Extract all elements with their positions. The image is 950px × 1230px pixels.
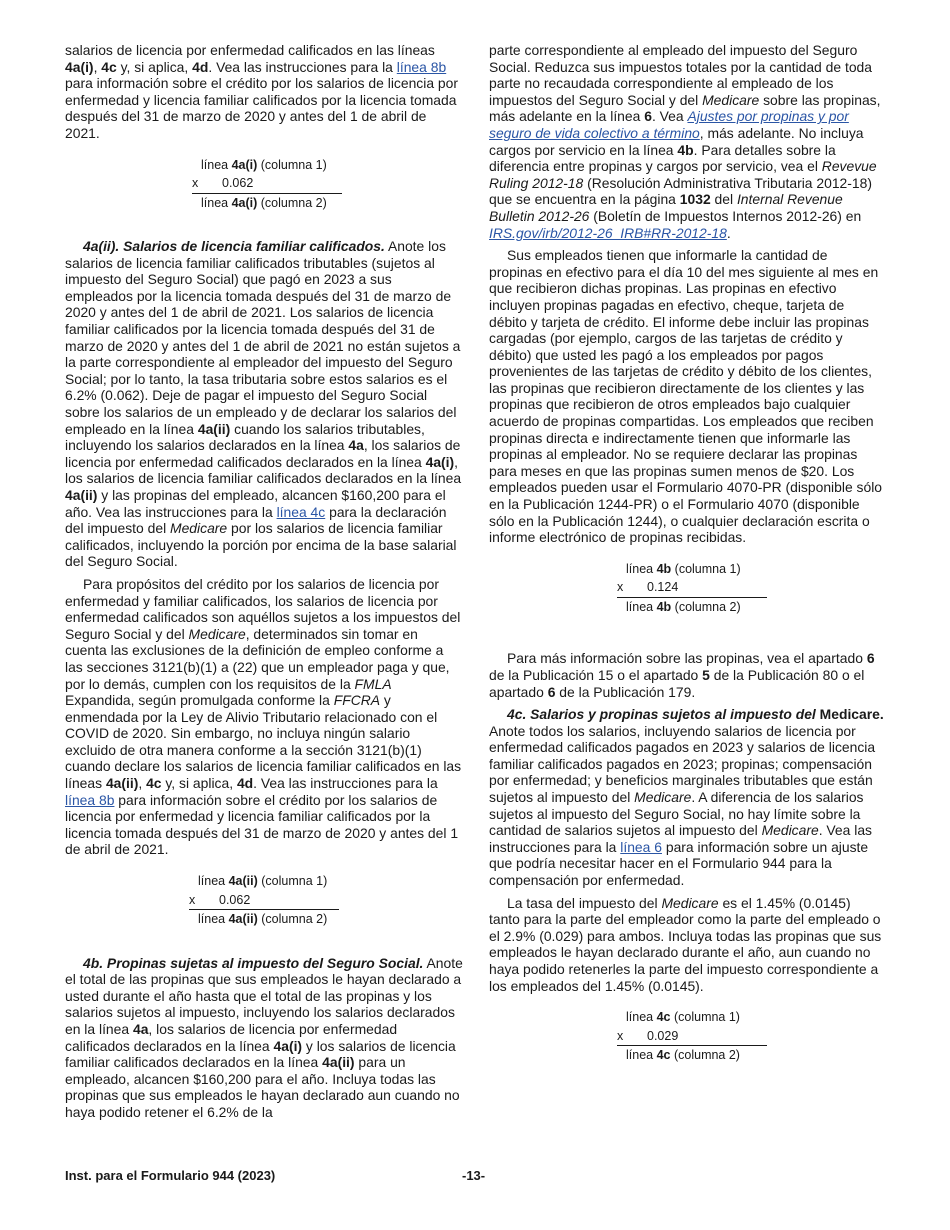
text-run: 4c xyxy=(101,58,117,75)
text-run: (Boletín de Impuestos Internos 2012-26) en xyxy=(589,207,862,224)
text-run: 5 xyxy=(702,666,710,683)
text-run: y los salarios de licencia familiar calificados declarados en la línea xyxy=(65,1037,456,1071)
text-run: para la declaración del impuesto del xyxy=(65,503,447,537)
column-label: (columna 1) xyxy=(257,874,328,889)
text-run: 4a(i) xyxy=(65,58,94,75)
text-run: 4a xyxy=(348,437,364,454)
text-run: FMLA xyxy=(354,675,392,692)
line-number: 4c xyxy=(656,1048,671,1063)
text-run: . Vea las instrucciones para la xyxy=(208,58,397,75)
text-run: Medicare xyxy=(634,789,692,806)
calculation-box xyxy=(617,1008,767,1065)
text-run: 4d xyxy=(192,58,209,75)
text-run: Anote todos los salarios, incluyendo salarios de licencia por enfermedad calificados pagados en 2023 y salarios de licencia familiar calificados pagados en 2023; propinas; compensación por enfermedad; y beneficios marginales tributables que están sujetos al impuesto del xyxy=(489,722,876,806)
text-run: 1032 xyxy=(679,191,711,208)
line-prefix: línea xyxy=(198,874,229,889)
multiplier-value: 0.062 xyxy=(222,176,254,191)
text-run: . Para detalles sobre la diferencia entre propinas y cargos por servicio, vea el xyxy=(489,141,836,175)
paragraph xyxy=(65,955,463,1121)
column-label: (columna 2) xyxy=(257,195,327,210)
text-run: es el 1.45% (0.0145) tanto para la parte del empleador como la parte del empleado o el 2.9% (0.029) para ambos. Incluya todas las propinas que sus empleados le hayan declarado durante el año, aun cuando no haya podido retenerles la parte del impuesto correspondiente a los empleados del 1.45% (0.0145). xyxy=(489,894,882,994)
paragraph xyxy=(489,895,884,995)
page-footer xyxy=(65,1168,885,1183)
text-run: . Vea las instrucciones para la xyxy=(489,822,873,855)
section-heading: 4a(ii). Salarios de licencia familiar calificados. xyxy=(83,238,385,255)
paragraph xyxy=(65,238,463,570)
text-run: de la Publicación 80 o el apartado xyxy=(489,666,865,700)
line-number: 4c xyxy=(656,1010,671,1025)
text-run: Medicare xyxy=(702,91,760,108)
text-run: , xyxy=(138,775,147,792)
line-number: 4a(i) xyxy=(231,157,258,172)
text-run: FFCRA xyxy=(333,692,381,709)
line-number: 4a(ii) xyxy=(228,874,258,889)
text-run: Medicare. xyxy=(819,706,884,723)
multiply-sign: x xyxy=(617,1028,624,1043)
text-run: Anote el total de las propinas que sus empleados le hayan declarado a usted durante el año hasta que el total de las propinas y los salarios sujetos al impuesto, incluyendo los salarios declarados en la línea xyxy=(65,954,463,1037)
left-column xyxy=(65,42,463,1126)
text-run: 4c xyxy=(146,775,162,792)
column-label: (columna 2) xyxy=(257,912,328,927)
text-run: 6 xyxy=(644,108,652,125)
text-run: 4a(ii) xyxy=(322,1054,355,1071)
text-run: 6 xyxy=(547,683,556,700)
text-run: 4a(ii) xyxy=(105,775,139,792)
multiplier-value: 0.029 xyxy=(647,1028,679,1043)
column-label: (columna 1) xyxy=(257,157,327,172)
text-run: . xyxy=(726,224,731,241)
page-number: -13- xyxy=(462,1168,486,1183)
footer-title: Inst. para el Formulario 944 (2023) xyxy=(65,1168,276,1183)
text-run: 4a(i) xyxy=(273,1037,303,1054)
text-run: 4a(i) xyxy=(425,453,455,470)
text-run: , los salarios de licencia familiar calificados declarados en la línea xyxy=(65,453,462,487)
text-run: Expandida, según promulgada conforme la xyxy=(65,692,334,709)
paragraph xyxy=(489,42,884,241)
text-run: , los salarios de licencia por enfermedad calificados declarados en la línea xyxy=(65,437,461,470)
text-run: . A diferencia de los salarios sujetos al impuesto del Seguro Social, no hay límite sobre la cantidad de salarios sujetos al impuesto del xyxy=(489,789,864,839)
text-run: 4d xyxy=(236,775,254,792)
multiplier-value: 0.124 xyxy=(647,580,679,595)
multiply-sign: x xyxy=(192,176,199,191)
text-run: Para más información sobre las propinas, vea el apartado xyxy=(507,650,867,667)
right-column xyxy=(489,42,884,1091)
line-prefix: línea xyxy=(626,1010,657,1025)
text-run: , más adelante. No incluya cargos por servicio en la línea xyxy=(489,124,864,158)
line-prefix: línea xyxy=(626,561,657,576)
text-run: Medicare xyxy=(170,520,228,537)
multiply-sign: x xyxy=(189,892,196,907)
text-run: del xyxy=(710,191,737,208)
text-run: Medicare xyxy=(661,894,719,911)
text-run: y, si aplica, xyxy=(116,58,193,75)
calculation-box xyxy=(617,560,767,617)
text-run: salarios de licencia por enfermedad calificados en las líneas xyxy=(65,42,435,58)
calculation-box xyxy=(189,872,339,929)
link[interactable]: línea 8b xyxy=(65,791,115,808)
text-run: 4a(ii) xyxy=(65,486,98,503)
line-prefix: línea xyxy=(198,912,229,927)
paragraph xyxy=(65,576,463,858)
link[interactable]: Ajustes por propinas y por seguro de vida colectivo a término xyxy=(489,108,849,141)
text-run: para información sobre un ajuste que podría necesitar hacer en el Formulario 944 para la compensación por enfermedad. xyxy=(489,838,869,889)
text-run: 4a xyxy=(132,1020,149,1037)
text-run: Sus empleados tienen que informarle la cantidad de propinas en efectivo para el día 10 del mes siguiente al mes en que recibieron dichas propinas. Las propinas en efectivo incluyen propinas pagadas en efectivo, cheque, tarjeta de débito y tarjeta de crédito. El informe debe incluir las propinas cargadas (por ejemplo, cargos de las tarjetas de crédito y débito) que usted les pagó a los empleados por pagos provenientes de las tarjetas de crédito y débito de los clientes, las propinas que recibieron directamente de los clientes y las propinas que recibieron de otros empleados bajo cualquier acuerdo de propinas compartidas. Los empleados que reciben propinas directa e indirectamente tienen que informarle las propinas al empleador. No se requiere declarar las propinas para meses en que las propinas sumen menos de $20. Los empleados pueden usar el Formulario 4070-PR (disponible sólo en la Publicación 1244-PR) o el Formulario 4070 (disponible sólo en la Publicación 1244), o cualquier declaración escrita o informe electrónico de propinas recibidas. xyxy=(489,247,883,546)
text-run: Anote los salarios de licencia familiar calificados tributables (sujetos al impuesto del Seguro Social) que pagó en 2023 a sus empleados por la licencia tomada después del 31 de marzo de 2020 y antes del 1 de abril de 2021. Los salarios de licencia familiar calificados por la licencia tomada después del 31 de marzo de 2020 y antes del 1 de abril de 2021 no están sujetos a la parte correspondiente al empleador del impuesto del Seguro Social; por lo tanto, la tasa tributaria sobre estos salarios es el 6.2% (0.062). Deje de pagar el impuesto del Seguro Social sobre los salarios de un empleado y de declarar los salarios del empleado en la línea xyxy=(65,238,461,437)
text-run: , xyxy=(93,58,102,75)
text-run: Medicare xyxy=(761,822,819,839)
text-run: Internal Revenue Bulletin 2012-26 xyxy=(489,191,843,224)
text-run: . Vea xyxy=(651,108,688,125)
multiplier-value: 0.062 xyxy=(219,892,251,907)
line-prefix: línea xyxy=(201,195,232,210)
section-heading: 4c. Salarios y propinas sujetos al impuesto del xyxy=(507,706,820,723)
text-run: sobre las propinas, más adelante en la línea xyxy=(489,91,881,125)
paragraph xyxy=(489,706,884,889)
line-number: 4a(ii) xyxy=(228,912,258,927)
text-run: , determinados sin tomar en cuenta las exclusiones de la definición de empleo conforme a las secciones 3121(b)(1) a (22) que un empleador paga y que, por lo demás, cumplen con los requisitos de la xyxy=(65,625,450,692)
text-run: . Vea las instrucciones para la xyxy=(253,775,438,792)
link[interactable]: IRS.gov/irb/2012-26_IRB#RR-2012-18 xyxy=(489,224,727,241)
text-run: para información sobre el crédito por los salarios de licencia por enfermedad y licencia familiar calificados por la licencia tomada después del 31 de marzo de 2020 y antes del 1 de abril de 2021. xyxy=(65,75,458,141)
multiply-sign: x xyxy=(617,580,624,595)
column-label: (columna 1) xyxy=(671,561,741,576)
text-run: para un empleado, alcancen $160,200 para el año. Incluya todas las propinas que sus empleados le hayan declarado aun cuando no haya podido retener el 6.2% de la xyxy=(65,1054,460,1120)
link[interactable]: línea 4c xyxy=(276,503,326,520)
text-run: Medicare xyxy=(188,625,246,642)
calculation-box xyxy=(192,156,342,213)
link[interactable]: línea 8b xyxy=(396,58,447,75)
text-run: (Resolución Administrativa Tributaria 2012-18) que se encuentra en la página xyxy=(489,174,872,208)
text-run: Para propósitos del crédito por los salarios de licencia por enfermedad y familiar calificados, los salarios de licencia por enfermedad calificados son aquéllos sujetos a los impuestos del Seguro Social y del xyxy=(65,575,461,642)
text-run: , los salarios de licencia por enfermedad calificados declarados en la línea xyxy=(65,1020,398,1054)
paragraph xyxy=(489,650,884,700)
paragraph xyxy=(65,42,463,142)
text-run: y las propinas del empleado, alcancen $160,200 para el año. Vea las instrucciones para la xyxy=(65,486,446,520)
text-run: 4b xyxy=(677,141,694,158)
line-prefix: línea xyxy=(626,1048,657,1063)
link[interactable]: línea 6 xyxy=(620,838,662,855)
text-run: de la Publicación 179. xyxy=(555,683,696,700)
line-number: 4a(i) xyxy=(231,195,258,210)
text-run: La tasa del impuesto del xyxy=(507,894,662,911)
line-number: 4b xyxy=(656,561,672,576)
line-prefix: línea xyxy=(201,157,232,172)
text-run: y, si aplica, xyxy=(161,775,237,792)
paragraph xyxy=(489,247,884,546)
text-run: 6 xyxy=(866,650,875,667)
text-run: Revevue Ruling 2012-18 xyxy=(489,158,877,191)
column-label: (columna 2) xyxy=(671,599,741,614)
text-run: parte correspondiente al empleado del impuesto del Seguro Social. Reduzca sus impuestos totales por la cantidad de toda parte no recaudada correspondiente al empleado de los impuestos del Seguro Social y del xyxy=(489,42,872,108)
text-run: de la Publicación 15 o el apartado xyxy=(489,666,703,683)
section-heading: 4b. Propinas sujetas al impuesto del Seguro Social. xyxy=(83,954,424,971)
text-run: y enmendada por la Ley de Alivio Tributario relacionado con el COVID de 2020. Sin embargo, no incluya ningún salario excluido de otra manera conforme a la sección 3121(b)(1) cuando declare los salarios de licencia familiar calificados en las líneas xyxy=(65,692,462,792)
column-label: (columna 2) xyxy=(670,1048,740,1063)
text-run: 4a(ii) xyxy=(197,420,231,437)
line-prefix: línea xyxy=(626,599,657,614)
text-run: para información sobre el crédito por los salarios de licencia por enfermedad y licencia familiar calificados por la licencia tomada después del 31 de marzo de 2020 y antes del 1 de abril de 2021. xyxy=(65,791,459,858)
text-run: por los salarios de licencia familiar calificados, incluyendo la porción por encima de la base salarial del Seguro Social. xyxy=(65,520,457,570)
column-label: (columna 1) xyxy=(670,1010,740,1025)
line-number: 4b xyxy=(656,599,672,614)
text-run: cuando los salarios tributables, incluyendo los salarios declarados en la línea xyxy=(65,420,425,454)
